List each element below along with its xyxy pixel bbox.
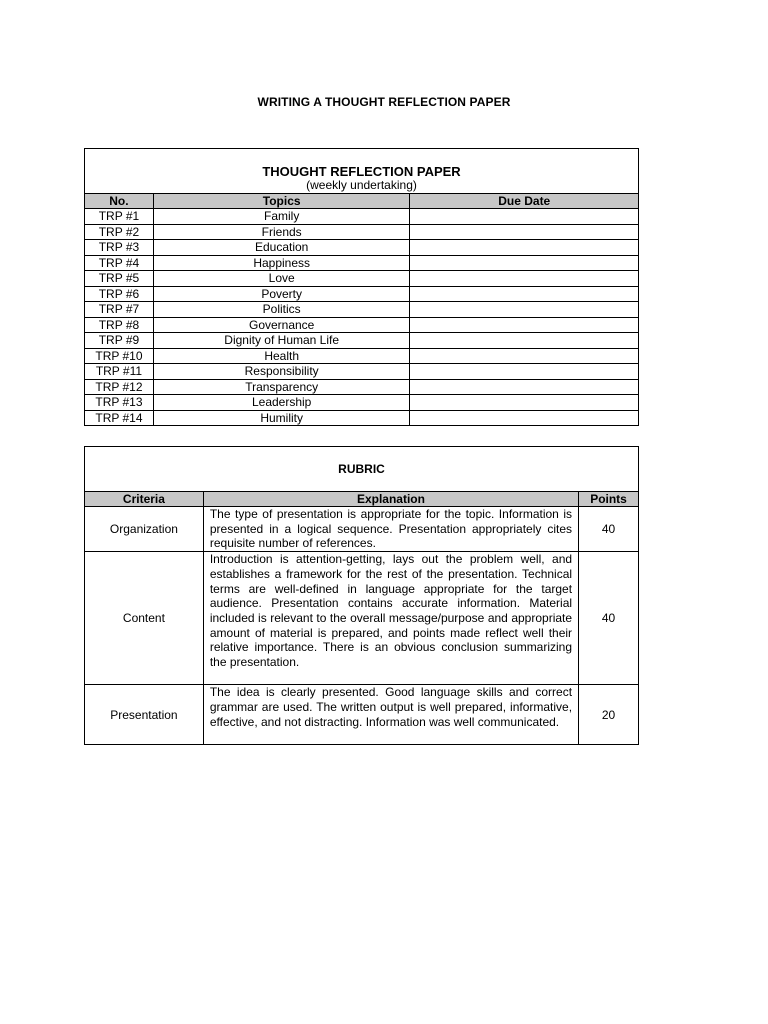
table-row xyxy=(85,395,639,411)
rubric-table xyxy=(84,446,639,745)
table-row xyxy=(85,379,639,395)
rubric-explanation: The idea is clearly presented. Good language skills and correct grammar are used. The written output is well prepared, informative, effective, and not distracting. Information was well communicated. xyxy=(203,685,578,745)
trp-number: TRP #3 xyxy=(85,240,154,256)
column-header-topics: Topics xyxy=(153,194,410,209)
trp-due-date xyxy=(410,240,639,256)
trp-due-date xyxy=(410,209,639,225)
trp-number: TRP #10 xyxy=(85,348,154,364)
trp-topic: Governance xyxy=(153,317,410,333)
rubric-points: 40 xyxy=(579,552,639,685)
trp-topic: Health xyxy=(153,348,410,364)
table-row xyxy=(85,685,639,745)
trp-topic: Transparency xyxy=(153,379,410,395)
column-header-due-date: Due Date xyxy=(410,194,639,209)
trp-number: TRP #13 xyxy=(85,395,154,411)
trp-due-date xyxy=(410,317,639,333)
rubric-explanation: The type of presentation is appropriate for the topic. Information is presented in a logical sequence. Presentation appropriately cites requisite number of references. xyxy=(203,507,578,552)
rubric-title: RUBRIC xyxy=(85,447,639,492)
table-row xyxy=(85,302,639,318)
trp-due-date xyxy=(410,379,639,395)
trp-topic: Happiness xyxy=(153,255,410,271)
trp-topic: Humility xyxy=(153,410,410,426)
trp-number: TRP #14 xyxy=(85,410,154,426)
trp-topic: Poverty xyxy=(153,286,410,302)
trp-topic: Love xyxy=(153,271,410,287)
table-row xyxy=(85,224,639,240)
trp-topic: Responsibility xyxy=(153,364,410,380)
trp-topic: Education xyxy=(153,240,410,256)
trp-number: TRP #2 xyxy=(85,224,154,240)
table-row xyxy=(85,240,639,256)
trp-due-date xyxy=(410,302,639,318)
table-row xyxy=(85,364,639,380)
table-row xyxy=(85,410,639,426)
trp-topic: Family xyxy=(153,209,410,225)
table-row xyxy=(85,286,639,302)
table-row xyxy=(85,209,639,225)
trp-number: TRP #1 xyxy=(85,209,154,225)
rubric-criteria: Presentation xyxy=(85,685,204,745)
table-row xyxy=(85,317,639,333)
trp-due-date xyxy=(410,348,639,364)
thought-reflection-paper-table xyxy=(84,148,639,426)
trp-topic: Politics xyxy=(153,302,410,318)
column-header-explanation: Explanation xyxy=(203,492,578,507)
trp-topic: Friends xyxy=(153,224,410,240)
document-title: WRITING A THOUGHT REFLECTION PAPER xyxy=(257,95,511,109)
trp-number: TRP #7 xyxy=(85,302,154,318)
trp-due-date xyxy=(410,364,639,380)
table-row xyxy=(85,552,639,685)
column-header-criteria: Criteria xyxy=(85,492,204,507)
rubric-explanation: Introduction is attention-getting, lays out the problem well, and establishes a framework for the rest of the presentation. Technical terms are well-defined in language appropriate for the target audience. Presentation contains accurate information. Material included is relevant to the overall message/purpose and appropriate amount of material is prepared, and points made reflect well their relative importance. There is an obvious conclusion summarizing the presentation. xyxy=(203,552,578,685)
trp-number: TRP #11 xyxy=(85,364,154,380)
trp-number: TRP #9 xyxy=(85,333,154,349)
trp-due-date xyxy=(410,395,639,411)
trp-due-date xyxy=(410,286,639,302)
trp-number: TRP #12 xyxy=(85,379,154,395)
table-row xyxy=(85,507,639,552)
rubric-header-row xyxy=(85,492,639,507)
rubric-criteria: Content xyxy=(85,552,204,685)
trp-number: TRP #4 xyxy=(85,255,154,271)
rubric-criteria: Organization xyxy=(85,507,204,552)
trp-number: TRP #5 xyxy=(85,271,154,287)
rubric-points: 20 xyxy=(579,685,639,745)
column-header-no: No. xyxy=(85,194,154,209)
rubric-points: 40 xyxy=(579,507,639,552)
trp-table-title: THOUGHT REFLECTION PAPER xyxy=(262,164,461,179)
trp-due-date xyxy=(410,224,639,240)
table-row xyxy=(85,333,639,349)
column-header-points: Points xyxy=(579,492,639,507)
trp-due-date xyxy=(410,333,639,349)
trp-table-header-row xyxy=(85,194,639,209)
trp-number: TRP #8 xyxy=(85,317,154,333)
trp-due-date xyxy=(410,255,639,271)
trp-topic: Leadership xyxy=(153,395,410,411)
trp-due-date xyxy=(410,410,639,426)
trp-number: TRP #6 xyxy=(85,286,154,302)
table-row xyxy=(85,255,639,271)
trp-table-caption xyxy=(85,149,639,194)
table-row xyxy=(85,271,639,287)
trp-topic: Dignity of Human Life xyxy=(153,333,410,349)
trp-table-subtitle: (weekly undertaking) xyxy=(306,178,417,192)
table-row xyxy=(85,348,639,364)
trp-due-date xyxy=(410,271,639,287)
